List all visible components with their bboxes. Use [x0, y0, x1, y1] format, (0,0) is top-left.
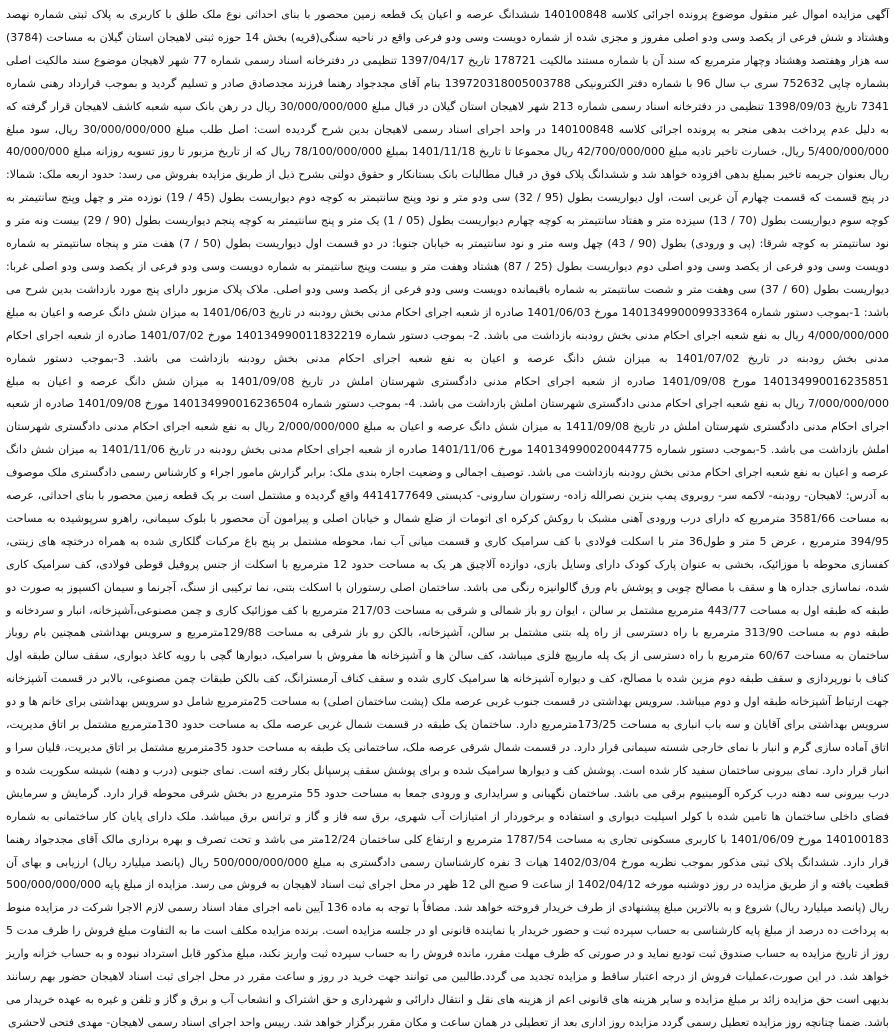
auction-notice-body: آگهی مزایده اموال غیر منقول موضوع پرونده اجرائی کلاسه 140100848 ششدانگ عرصه و اعیان یک قطعه زمین محصور با بنای احداثی نوع ملک طلق با کاربری به پلاک ثبتی شماره نهصد وهشتاد و شش فرعی از یکصد وسی ودو اصلی مفروز و مجزی شده از شماره دویست وسی ودو فرعی واقع در ناحیه سنگی(قریه) بخش 14 حوزه ثبتی لاهیجان استان گیلان به مساحت (3784) سه هزار وهفتصد وهشتاد وچهار مترمربع که سند آن با شماره مستند مالکیت 178721 تاریخ 1397/04/17 تنظیمی در دفترخانه اسناد رسمی شماره 77 شهر لاهیجان موضوع سند مالکیت اصلی بشماره چاپی 752632 سری ب سال 96 با شماره دفتر الکترونیکی 139720318005003788 بنام آقای مجدجواد رهنما فرزند مجدصادق صادر و تسلیم گردید و بموجب قرارداد رهنی شماره 7341 تاریخ 1398/09/03 تنظیمی در دفترخانه اسناد رسمی شماره 213 شهر لاهیجان استان گیلان در قبال مبلغ 30/000/000/000 ریال در رهن بانک سپه شعبه کاشف لاهیجان قرار گرفته که به دلیل عدم پرداخت بدهی منجر به پرونده اجرائی کلاسه 140100848 در واحد اجرای اسناد رسمی لاهیجان بدین شرح گردیده است: اصل طلب مبلغ 30/000/000/000 ریال، سود مبلغ 5/400/000/000 ریال، خسارت تاخیر تادیه مبلغ 42/700/000/000 ریال مجموعا تا تاریخ 1401/11/18 بمبلغ 78/100/000/000 ریال که از تاریخ مزبور تا روز تسویه روزانه مبلغ 40/000/000 ریال بعنوان جریمه تاخیر بمبلغ بدهی افزوده خواهد شد و ششدانگ پلاک فوق در قبال مطالبات بانک بستانکار و حقوق دولتی بشرح ذیل از طریق مزایده بفروش می رسد: حدود اربعه ملک: شمالا: در پنج قسمت که قسمت چهارم آن غربی است، اول دیواریست بطول (95 / 32) سی ودو متر و نود وپنج سانتیمتر به کوچه دوم دیواریست بطول (45 / 19) نوزده متر و چهل وپنج سانتیمتر به کوچه سوم دیواریست بطول (70 / 13) سیزده متر و هفتاد سانتیمتر به کوچه چهارم دیواریست بطول (05 / 1) یک متر و پنج سانتیمتر به کوچه پنجم دیواریست بطول (90 / 29) بیست ونه متر و نود سانتیمتر به کوچه شرقا: (پی و ورودی) بطول (90 / 43) چهل وسه متر و نود سانتیمتر به خیابان جنوبا: در دو قسمت اول دیواریست بطول (50 / 7) هفت متر و پنجاه سانتیمتر به شماره دویست وسی ودو فرعی از یکصد وسی ودو اصلی دوم دیواریست بطول (25 / 87) هشتاد وهفت متر و بیست وپنج سانتیمتر به شماره دویست وسی ودو فرعی از یکصد وسی ودو اصلی غربا: دیواریست بطول (60 / 37) سی وهفت متر و شصت سانتیمتر به شماره باقیمانده دویست وسی ودو فرعی از یکصد وسی ودو اصلی. ملاک پلاک مزبور دارای پنج مورد بازداشت بدین شرح می باشد: 1-بموجب دستور شماره 140134990009933364 مورخ 1401/06/03 صادره از شعبه اجرای احکام مدنی بخش رودبنه در تاریخ 1401/06/03 به میزان شش دانگ عرصه و اعیان به مبلغ 4/000/000/000 ریال به نفع شعبه اجرای احکام مدنی بخش رودبنه بازداشت می باشد. 2- بموجب دستور شماره 140134990011832219 مورخ 1401/07/02 صادره از شعبه اجرای احکام مدنی بخش رودبنه در تاریخ 1401/07/02 به میزان شش دانگ عرصه و اعیان به نفع شعبه اجرای احکام مدنی بخش رودبنه بازداشت می باشد. 3-بموجب دستور شماره 140134990016235851 مورخ 1401/09/08 صادره از شعبه اجرای احکام مدنی دادگستری شهرستان املش در تاریخ 1401/09/08 به میزان شش دانگ عرصه و اعیان به مبلغ 7/000/000/000 ریال به نفع شعبه اجرای احکام مدنی دادگستری شهرستان املش بازداشت می باشد. 4- بموجب دستور شماره 140134990016236504 مورخ 1401/09/08 صادره از شعبه اجرای احکام مدنی دادگستری شهرستان املش در تاریخ 1411/09/08 به میزان شش دانگ عرصه و اعیان به مبلغ 2/000/000/000 ریال به نفع شعبه اجرای احکام مدنی دادگستری شهرستان املش بازداشت می باشد. 5-بموجب دستور شماره 140134990020044775 مورخ 1401/11/06 صادره از شعبه اجرای احکام مدنی بخش رودبنه در تاریخ 1401/11/06 به میزان شش دانگ عرصه و اعیان به نفع شعبه اجرای احکام مدنی بخش رودبنه بازداشت می باشد. توصیف اجمالی و وضعیت اجاره بندی ملک: برابر گزارش مامور اجراء و کارشناس رسمی دادگستری ملک موصوف به آدرس: لاهیجان- رودبنه- لاکمه سر- روبروی پمپ بنزین نصرالله زاده- رستوران سارونی- کدپستی 4414177649 واقع گردیده و مشتمل است بر یک قطعه زمین محصور با بنای احداثی، عرصه به مساحت 3581/66 مترمربع که دارای درب ورودی آهنی مشبک با روکش کرکره ای اتومات از ضلع شمال و خیابان اصلی و پیرامون آن محصور با بلوک سیمانی، راهرو سرپوشیده به مساحت 394/95 مترمربع ، عرض 5 متر و طول36 متر با اسکلت فولادی با کف سرامیک کاری و قسمت میانی آب نما، محوطه مشتمل بر پنج باغ مرکبات گلکاری شده به همراه درختچه های زینتی، کفسازی محوطه با موزائیک، بخشی به عنوان پارک کودک دارای وسایل بازی، دوازده آلاچیق هر یک به مساحت حدود 12 مترمربع با اسکلت از جنس پروفیل قوطی فولادی، کف سرامیک کاری شده، نماسازی جداره ها و سقف با مصالح چوبی و پوشش بام ورق گالوانیزه رنگی می باشد. ساختمان اصلی رستوران با اسکلت بتنی، نما ترکیبی از سنگ، آجرنما و سیمان اکسپوز به صورت دو طبقه که طبقه اول به مساحت 443/77 مترمربع مشتمل بر سالن ، ایوان رو باز شمالی و شرقی به مساحت 217/03 مترمربع با کف موزائیک کاری و چمن مصنوعی،آشپزخانه، انبار و سردخانه و طبقه دوم به مساحت 313/90 مترمربع با راه دسترسی از راه پله بتنی مشتمل بر سالن، آشپزخانه، بالکن رو باز شرقی به مساحت 129/88مترمربع و سرویس بهداشتی همچنین بام روباز ساختمان به مساحت 60/67 مترمربع با راه دسترسی از یک پله مارپیچ فلزی میباشد، کف سالن ها و آشپزخانه ها مفروش با سرامیک، دیوارها گچی با رویه کاغذ دیواری، سقف سالن طبقه اول کناف با نورپردازی و سقف طبقه دوم مزین شده با مصالح، کف و دیواره آشپزخانه ها سرامیک کاری شده و سقف کناف آرمسترانگ، کف بالکن طبقات چمن مصنوعی، بالابر در قسمت آشپزخانه جهت ارتباط آشپزخانه طبقه اول و دوم میباشد. سرویس بهداشتی در قسمت جنوب غربی عرصه ملک (پشت ساختمان اصلی) به مساحت 25مترمربع شامل دو سرویس بهداشتی برای خانم ها و دو سرویس بهداشتی برای آقایان و سه باب انباری به مساحت 173/25مترمربع دارد. ساختمان یک طبقه در قسمت شمال غربی عرصه ملک به مساحت حدود 130مترمربع مشتمل بر اتاق مدیریت، اتاق آماده سازی گرم و انبار با نمای خارجی شسته سیمانی قرار دارد. در قسمت شمال شرقی عرصه ملک، ساختمانی یک طبقه به مساحت حدود 35مترمربع مشتمل بر اتاق مدیریت، قلیان سرا و انبار قرار دارد. نمای بیرونی ساختمان سفید کار شده است. پوشش کف و دیوارها سرامیک شده و برای پوشش سقف پرسپانل بکار رفته است. نمای جنوبی (درب و دهنه) شیشه سکوریت شده و درب بیرونی سه دهنه درب کرکره آلومینیوم برقی می باشد. ساختمان نگهبانی و سرایداری و ورودی جمعا به مساحت حدود 55 مترمربع در بخش شرقی محوطه قرار دارد. گرمایش و سرمایش فضای داخلی ساختمان ها تامین شده با کولر اسپلیت دیواری و استفاده و برخوردار از امتیازات آب شهری، برق سه فاز و گاز و ترانس برق میباشد. ملک دارای پایان کار ساختمانی به شماره 140100183 مورخ 1401/06/09 با کاربری مسکونی تجاری به مساحت 1787/54 مترمربع و ارتفاع کلی ساختمان 12/24متر می باشد و تحت تصرف و بهره برداری مالک آقای مجدجواد رهنما قرار دارد. ششدانگ پلاک ثبتی مذکور بموجب نظریه مورخ 1402/03/04 هیات 3 نفره کارشناسان رسمی دادگستری به مبلغ 500/000/000/000 ریال (پانصد میلیارد ریال) ارزیابی و بهای آن قطعیت یافته و از طریق مزایده در روز دوشنبه مورخه 1402/04/12 از ساعت 9 صبح الی 12 ظهر در محل اجرای ثبت اسناد لاهیجان به فروش می رسد. مزایده از مبلغ پایه 500/000/000/000 ریال (پانصد میلیارد ریال) شروع و به بالاترین مبلغ پیشنهادی از طرف خریدار فروخته خواهد شد. مضافاً با توجه به ماده 136 آیین نامه اجرای مفاد اسناد رسمی لازم الاجرا شرکت در مزایده منوط به پرداخت ده درصد از مبلغ پایه کارشناسی به حساب سپرده ثبت و حضور خریدار یا نماینده قانونی او در جلسه مزایده است. برنده مزایده مکلف است ما به التفاوت مبلغ فروش را ظرف مدت 5 روز از تاریخ مزایده به حساب صندوق ثبت تودیع نماید و در صورتی که ظرف مهلت مقرر، مانده فروش را به حساب سپرده ثبت واریز نکند، مبلغ مذکور قابل استرداد نبوده و به حساب خزانه واریز خواهد شد. در این صورت،عملیات فروش از درجه اعتبار ساقط و مزایده تجدید می گردد.طالبین می توانند جهت خرید در روز و ساعت مقرر در محل اجرای ثبت اسناد لاهیجان حضور بهم رسانند بدیهی است حق مزایده زائد بر مبلغ مزایده و سایر هزینه های قانونی اعم از هزینه های نقل و انتقال دارائی و شهرداری و حق اشتراک و انشعاب آب و برق و گاز و تلفن و غیره به عهده خریدار می باشد. ضمنا چنانچه روز مزایده تعطیل رسمی گردد مزایده روز اداری بعد از تعطیلی در همان ساعت و مکان مقرر برگزار خواهد شد. رییس واحد اجرای اسناد رسمی لاهیجان- مهدی فتحی لاحشری [6, 8, 890, 1029]
